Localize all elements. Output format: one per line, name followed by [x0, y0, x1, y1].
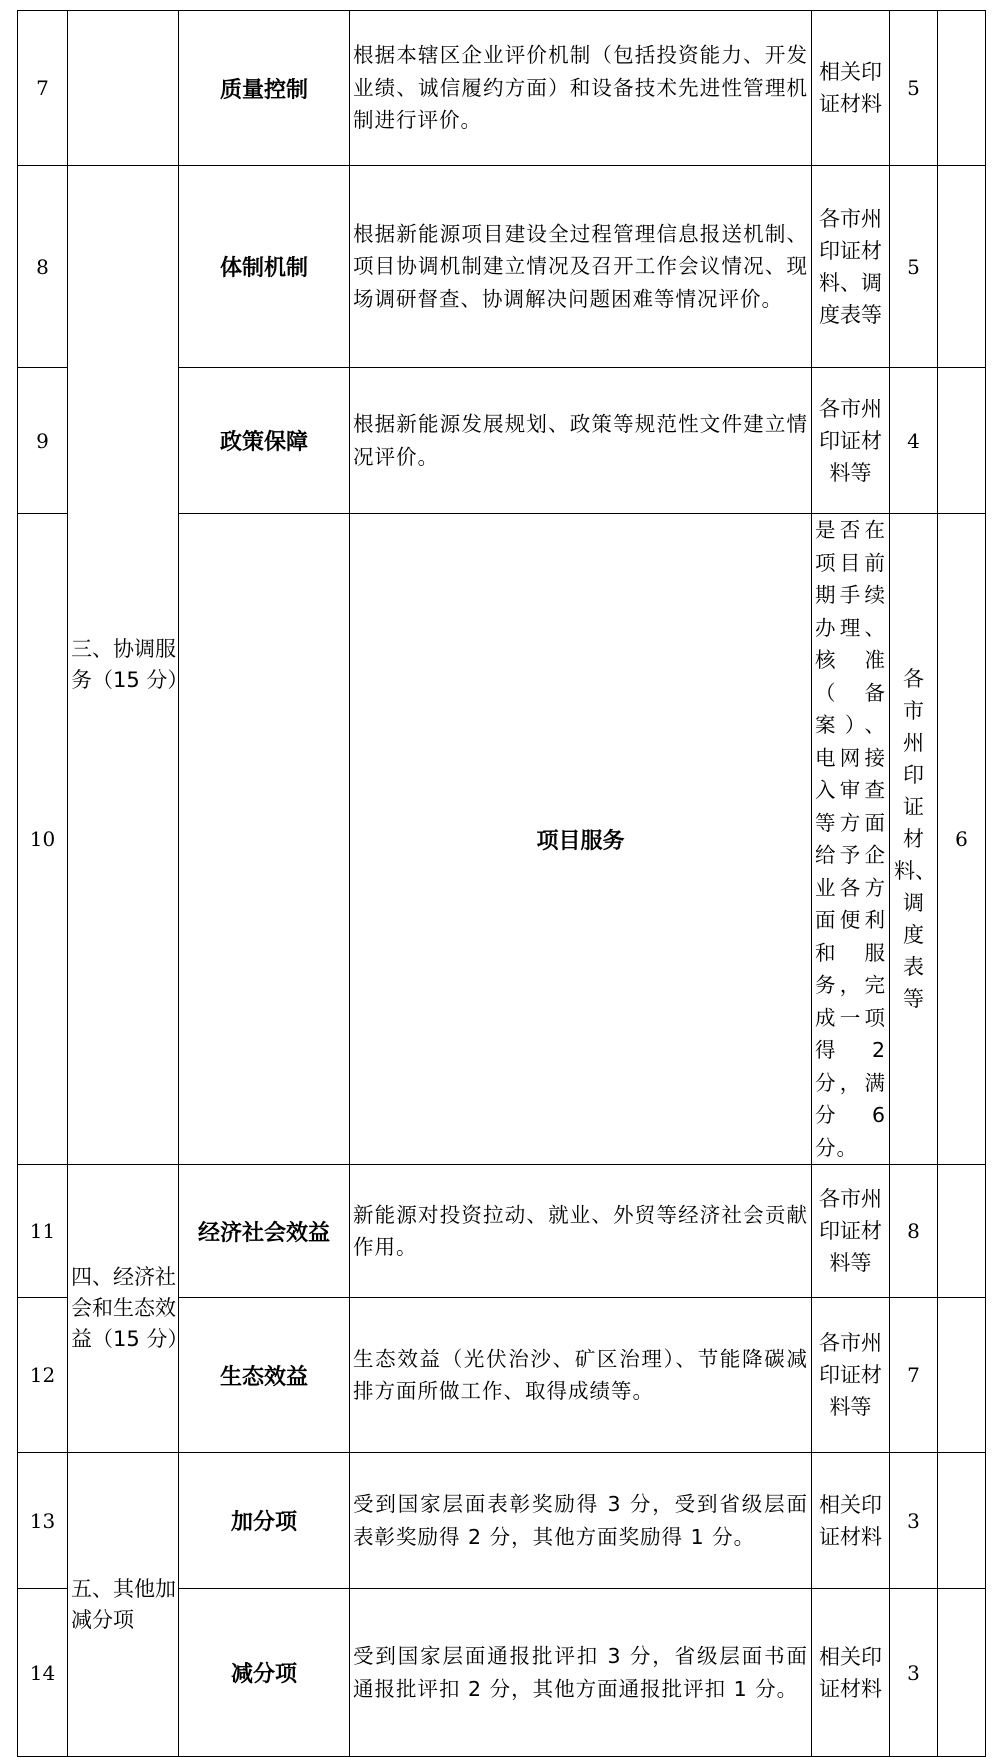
row-number: 12: [18, 1298, 68, 1453]
row-number: 8: [18, 166, 68, 368]
item-description: 受到国家层面通报批评扣 3 分，省级层面书面通报批评扣 2 分，其他方面通报批评扣 1 分。: [350, 1589, 812, 1757]
table-row: [18, 166, 986, 368]
row-number: 13: [18, 1453, 68, 1589]
evidence-basis: 相关印证材料: [812, 11, 890, 166]
score-value: 5: [890, 166, 938, 368]
blank-cell: [938, 368, 986, 514]
row-number: 14: [18, 1589, 68, 1757]
evidence-basis: 各市州印证材料、调度表等: [812, 166, 890, 368]
row-number: 9: [18, 368, 68, 514]
item-description: 是否在项目前期手续办理、核准（备案）、电网接入审查等方面给予企业各方面便利和服务，完成一项得 2 分，满分 6 分。: [812, 514, 890, 1165]
table-row: [18, 1453, 986, 1589]
evidence-basis: 各市州印证材料等: [812, 1165, 890, 1298]
table-row: [18, 11, 986, 166]
score-value: 3: [890, 1453, 938, 1589]
item-description: 新能源对投资拉动、就业、外贸等经济社会贡献作用。: [350, 1165, 812, 1298]
score-value: 8: [890, 1165, 938, 1298]
category-cell: 四、经济社会和生态效益（15 分）: [68, 1165, 179, 1453]
score-value: 6: [938, 514, 986, 1165]
score-value: 3: [890, 1589, 938, 1757]
blank-cell: [938, 1165, 986, 1298]
category-cell-empty: [179, 514, 350, 1165]
score-value: 5: [890, 11, 938, 166]
item-description: 生态效益（光伏治沙、矿区治理）、节能降碳减排方面所做工作、取得成绩等。: [350, 1298, 812, 1453]
item-description: 根据新能源发展规划、政策等规范性文件建立情况评价。: [350, 368, 812, 514]
item-name: 加分项: [179, 1453, 350, 1589]
score-value: 7: [890, 1298, 938, 1453]
blank-cell: [938, 11, 986, 166]
item-name: 项目服务: [350, 514, 812, 1165]
blank-cell: [938, 166, 986, 368]
item-name: 减分项: [179, 1589, 350, 1757]
item-name: 政策保障: [179, 368, 350, 514]
category-cell: 三、协调服务（15 分）: [68, 166, 179, 1165]
evidence-basis: 各市州印证材料等: [812, 368, 890, 514]
item-description: 根据新能源项目建设全过程管理信息报送机制、项目协调机制建立情况及召开工作会议情况、现场调研督查、协调解决问题困难等情况评价。: [350, 166, 812, 368]
blank-cell: [938, 1453, 986, 1589]
row-number: 11: [18, 1165, 68, 1298]
evidence-basis: 相关印证材料: [812, 1453, 890, 1589]
blank-cell: [938, 1298, 986, 1453]
evidence-basis: 各市州印证材料等: [812, 1298, 890, 1453]
score-value: 4: [890, 368, 938, 514]
item-name: 体制机制: [179, 166, 350, 368]
blank-cell: [938, 1589, 986, 1757]
row-number: 10: [18, 514, 68, 1165]
row-number: 7: [18, 11, 68, 166]
item-name: 生态效益: [179, 1298, 350, 1453]
evidence-basis: 各市州印证材料、调度表等: [890, 514, 938, 1165]
item-name: 经济社会效益: [179, 1165, 350, 1298]
evidence-basis: 相关印证材料: [812, 1589, 890, 1757]
item-description: 受到国家层面表彰奖励得 3 分，受到省级层面表彰奖励得 2 分，其他方面奖励得 1 分。: [350, 1453, 812, 1589]
category-cell: 五、其他加减分项: [68, 1453, 179, 1757]
category-cell-empty: [68, 11, 179, 166]
item-description: 根据本辖区企业评价机制（包括投资能力、开发业绩、诚信履约方面）和设备技术先进性管理机制进行评价。: [350, 11, 812, 166]
item-name: 质量控制: [179, 11, 350, 166]
evaluation-table: [17, 10, 986, 1757]
table-row: [18, 1165, 986, 1298]
